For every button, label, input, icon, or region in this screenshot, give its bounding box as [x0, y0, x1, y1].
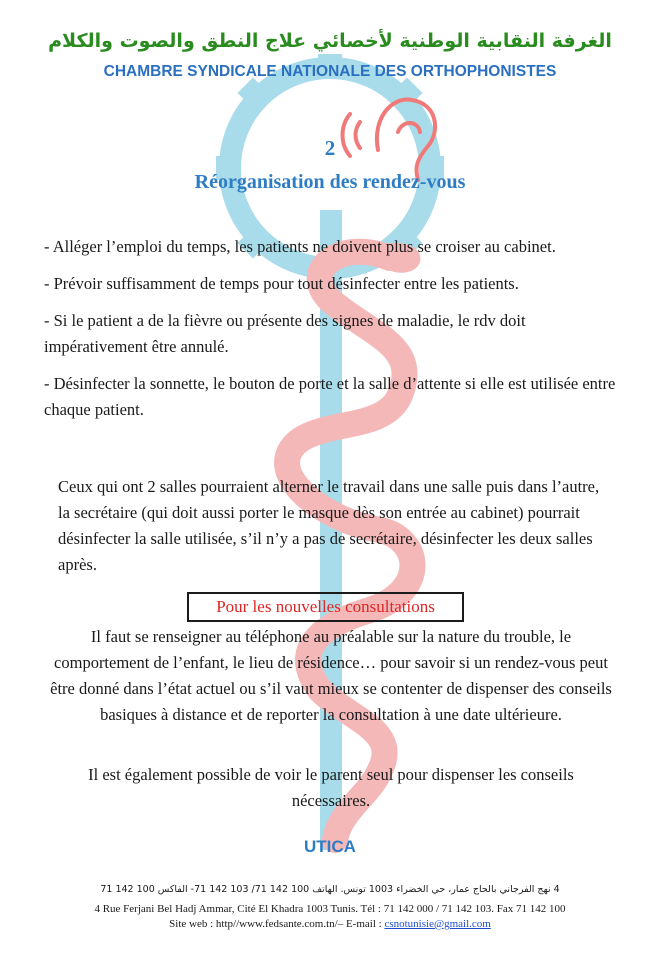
bullet-item: - Alléger l’emploi du temps, les patients ne doivent plus se croiser au cabinet.	[44, 237, 556, 256]
paragraph-parent: Il est également possible de voir le parent seul pour dispenser les conseils nécessaires.	[88, 765, 574, 810]
bullet-item: - Prévoir suffisamment de temps pour tout désinfecter entre les patients.	[44, 274, 519, 293]
paragraph-nouvelles-consultations: Il faut se renseigner au téléphone au préalable sur la nature du trouble, le comportement de l’enfant, le lieu de résidence… pour savoir si un rendez-vous peut être donné dans l’état actuel ou s’il vaut mieux se contenter de dispenser des conseils basiques à distance et de reporter la consultation à une date ultérieure.	[50, 627, 612, 724]
footer-arabic-address: 4 نهج الفرجاني بالحاج عمار، حي الخضراء 1003 تونس. الهاتف 100 142 71/ 103 142 71- الفاكس 100 142 71	[100, 884, 560, 895]
section-heading-nouvelles-consultations: Pour les nouvelles consultations	[187, 592, 464, 622]
bullet-item: - Si le patient a de la fièvre ou présente des signes de maladie, le rdv doit impérativement être annulé.	[44, 311, 526, 356]
bullet-list	[44, 234, 620, 434]
footer-contact	[0, 918, 660, 930]
website-text: Site web : http//www.fedsante.com.tn/– E-mail :	[169, 918, 382, 930]
page-number: 2	[324, 136, 336, 160]
footer-brand: UTICA	[304, 837, 356, 856]
document-title: Réorganisation des rendez-vous	[194, 171, 466, 193]
paragraph-salles: Ceux qui ont 2 salles pourraient alterner le travail dans une salle puis dans l’autre, la secrétaire (qui doit aussi porter le masque dès son entrée au cabinet) pourrait désinfecter la salle utilisée, s’il n’y a pas de secrétaire, désinfecter les deux salles après.	[58, 477, 600, 574]
french-header: CHAMBRE SYNDICALE NATIONALE DES ORTHOPHONISTES	[103, 63, 557, 80]
email-link[interactable]: csnotunisie@gmail.com	[384, 918, 491, 930]
footer-address: 4 Rue Ferjani Bel Hadj Ammar, Cité El Khadra 1003 Tunis. Tél : 71 142 000 / 71 142 103. Fax 71 142 100	[94, 903, 566, 915]
bullet-item: - Désinfecter la sonnette, le bouton de porte et la salle d’attente si elle est utilisée entre chaque patient.	[44, 374, 616, 419]
arabic-header: الغرفة النقابية الوطنية لأخصائي علاج النطق والصوت والكلام	[48, 30, 612, 52]
